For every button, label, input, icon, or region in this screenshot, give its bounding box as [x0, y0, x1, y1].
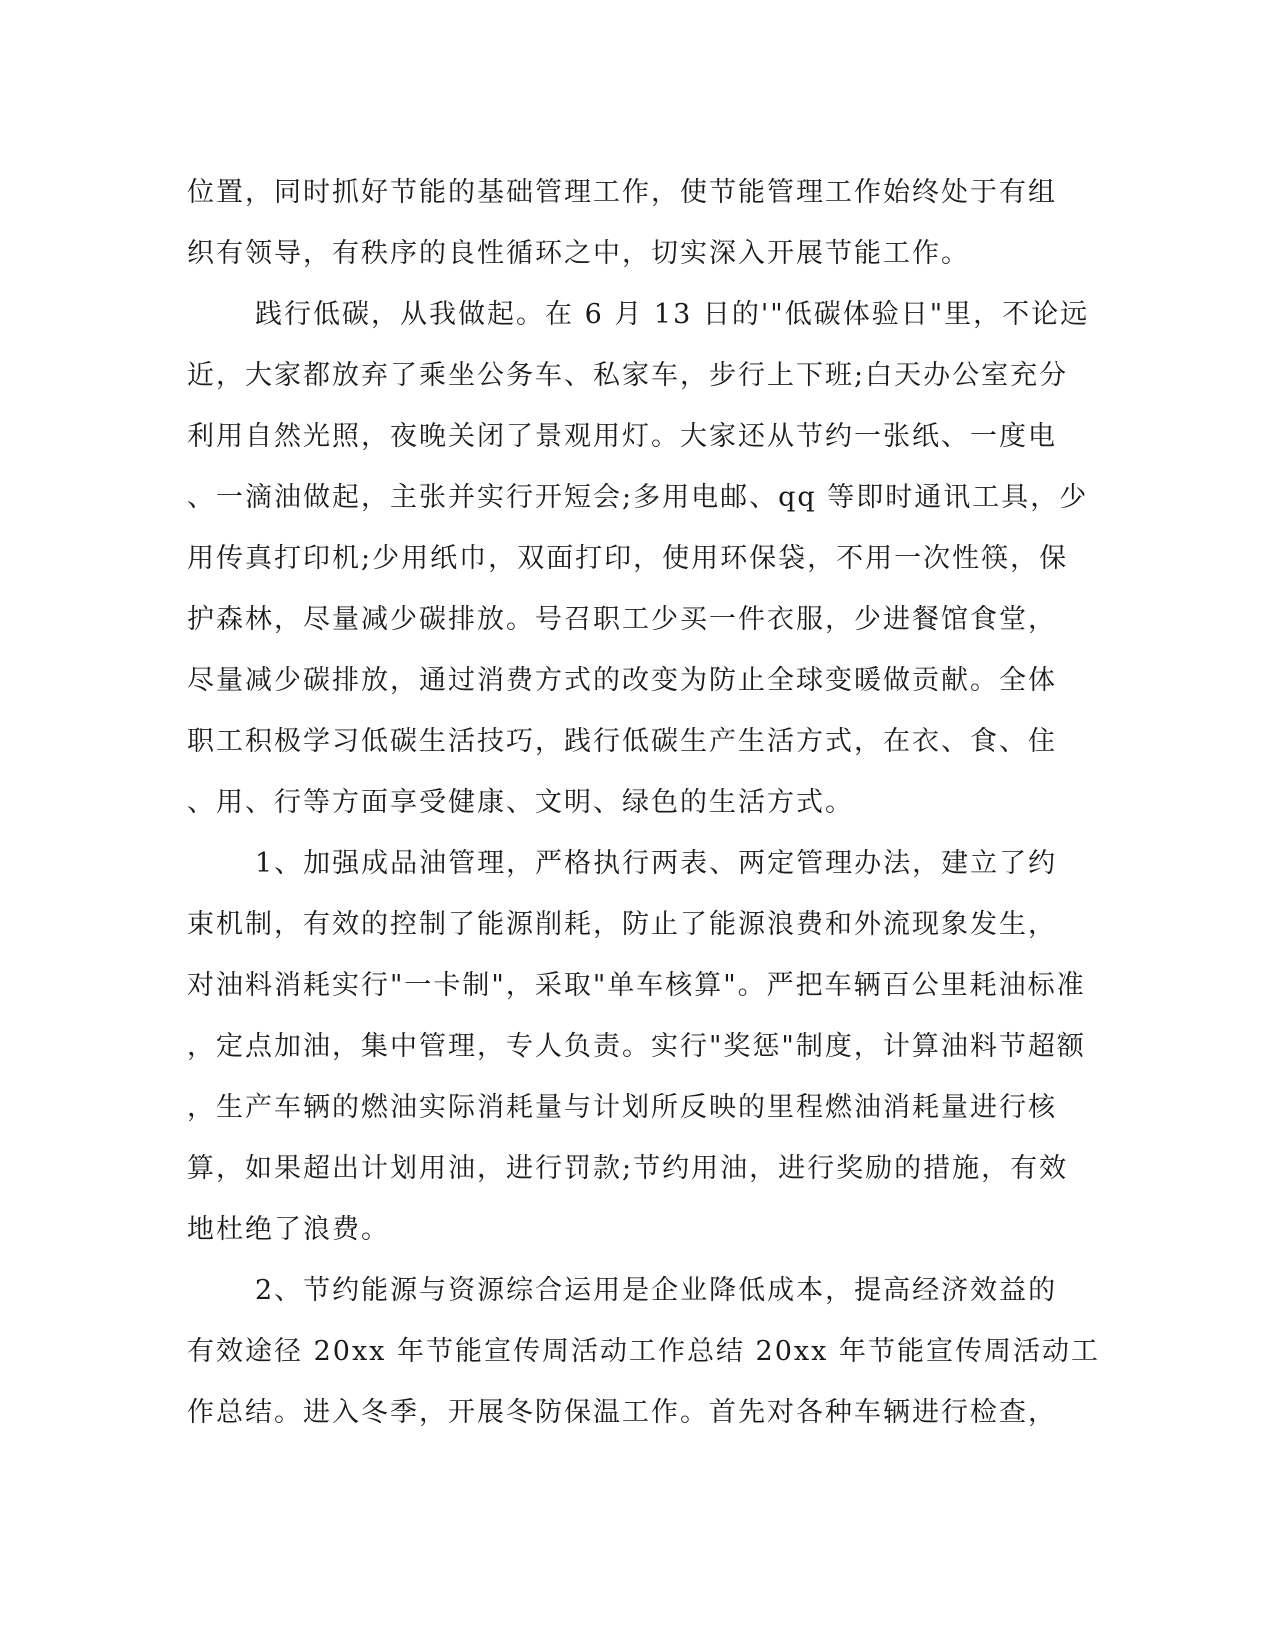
text-line: 束机制，有效的控制了能源削耗，防止了能源浪费和外流现象发生， [187, 909, 1057, 940]
text-line: 护森林，尽量减少碳排放。号召职工少买一件衣服，少进餐馆食堂， [187, 604, 1057, 635]
text-line: 利用自然光照，夜晚关闭了景观用灯。大家还从节约一张纸、一度电 [187, 421, 1057, 452]
text-line: 算，如果超出计划用油，进行罚款;节约用油，进行奖励的措施，有效 [187, 1153, 1069, 1184]
text-line: 、用、行等方面享受健康、文明、绿色的生活方式。 [187, 787, 854, 818]
text-line: 位置，同时抓好节能的基础管理工作，使节能管理工作始终处于有组 [187, 177, 1057, 208]
text-line: 用传真打印机;少用纸巾，双面打印，使用环保袋，不用一次性筷，保 [187, 543, 1069, 574]
paragraph-start-line: 1、加强成品油管理，严格执行两表、两定管理办法，建立了约 [255, 848, 1058, 879]
text-line: 地杜绝了浪费。 [187, 1214, 390, 1245]
text-line: ，定点加油，集中管理，专人负责。实行"奖惩"制度，计算油料节超额 [187, 1031, 1086, 1062]
text-line: 织有领导，有秩序的良性循环之中，切实深入开展节能工作。 [187, 238, 970, 269]
text-line: 有效途径 20xx 年节能宣传周活动工作总结 20xx 年节能宣传周活动工 [187, 1336, 1100, 1367]
paragraph-start-line: 2、节约能源与资源综合运用是企业降低成本，提高经济效益的 [255, 1275, 1058, 1306]
text-line: 、一滴油做起，主张并实行开短会;多用电邮、qq 等即时通讯工具，少 [187, 482, 1089, 513]
text-line: 对油料消耗实行"一卡制"，采取"单车核算"。严把车辆百公里耗油标准 [187, 970, 1086, 1001]
text-line: 职工积极学习低碳生活技巧，践行低碳生产生活方式，在衣、食、住 [187, 726, 1057, 757]
text-line: 作总结。进入冬季，开展冬防保温工作。首先对各种车辆进行检查， [187, 1397, 1057, 1428]
text-line: 近，大家都放弃了乘坐公务车、私家车，步行上下班;白天办公室充分 [187, 360, 1069, 391]
text-line: ，生产车辆的燃油实际消耗量与计划所反映的里程燃油消耗量进行核 [187, 1092, 1057, 1123]
body-text [187, 162, 1100, 1443]
paragraph-start-line: 践行低碳，从我做起。在 6 月 13 日的'"低碳体验日"里，不论远 [255, 299, 1090, 330]
text-line: 尽量减少碳排放，通过消费方式的改变为防止全球变暖做贡献。全体 [187, 665, 1057, 696]
